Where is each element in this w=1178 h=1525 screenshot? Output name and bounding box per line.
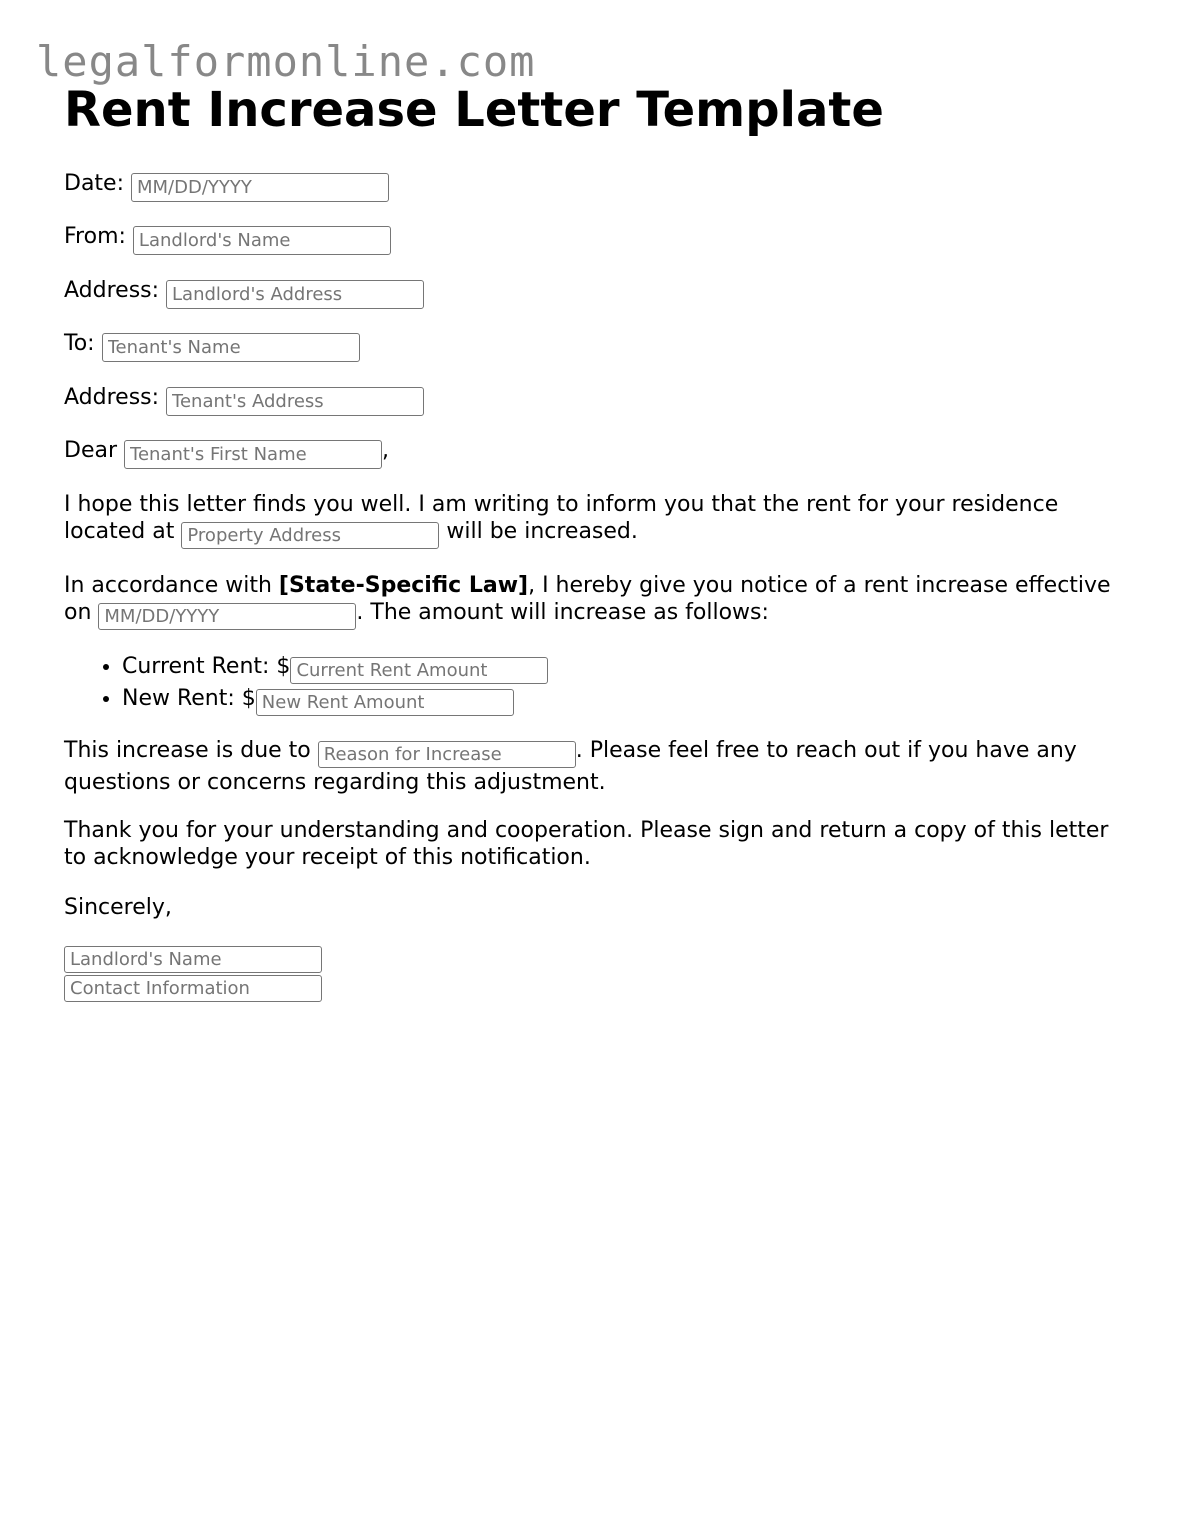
current-rent-label: Current Rent: $: [122, 654, 291, 679]
list-item: [122, 652, 548, 684]
intro-text-start: I hope this letter finds you well. I am writing to inform you that the rent for your residence located at: [64, 492, 1059, 544]
tenant-name-input[interactable]: [102, 333, 360, 362]
rent-list: [64, 652, 548, 716]
property-address-input[interactable]: [181, 522, 439, 549]
from-label: From:: [64, 224, 126, 249]
notice-text-middle: , I hereby give you notice of a rent increase effective on: [64, 573, 1111, 625]
reason-paragraph: [64, 736, 1124, 798]
to-label: To:: [64, 331, 95, 356]
from-row: [64, 223, 391, 255]
list-item: [122, 684, 548, 716]
page-title: Rent Increase Letter Template: [64, 82, 884, 138]
landlord-address-row: [64, 277, 424, 309]
new-rent-label: New Rent: $: [122, 686, 256, 711]
landlord-name-input[interactable]: [133, 226, 391, 255]
tenant-address-row: [64, 384, 424, 416]
salutation-comma: ,: [382, 438, 390, 463]
acknowledgement-paragraph: Thank you for your understanding and cooperation. Please sign and return a copy of this letter to acknowledge your receipt of this notification.: [64, 818, 1109, 870]
date-input[interactable]: [131, 173, 389, 202]
site-watermark: legalformonline.com: [36, 37, 536, 86]
new-rent-input[interactable]: [256, 689, 514, 716]
signature-block: [64, 946, 322, 1004]
salutation-row: [64, 437, 389, 469]
tenant-first-name-input[interactable]: [124, 440, 382, 469]
reason-text-end: . Please feel free to reach out if you have any questions or concerns regarding this adjustment.: [64, 738, 1077, 795]
tenant-address-label: Address:: [64, 385, 160, 410]
intro-paragraph: [64, 491, 1124, 549]
dear-label: Dear: [64, 438, 118, 463]
date-row: [64, 170, 389, 202]
to-row: [64, 330, 360, 362]
notice-text-end: . The amount will increase as follows:: [356, 600, 769, 625]
notice-paragraph: [64, 572, 1124, 630]
current-rent-input[interactable]: [290, 657, 548, 684]
contact-information-input[interactable]: [64, 975, 322, 1002]
date-label: Date:: [64, 171, 124, 196]
signature-name-input[interactable]: [64, 946, 322, 973]
intro-text-end: will be increased.: [446, 519, 638, 544]
reason-text-start: This increase is due to: [64, 738, 311, 763]
reason-input[interactable]: [318, 741, 576, 768]
closing: Sincerely,: [64, 895, 172, 920]
notice-text-start: In accordance with: [64, 573, 272, 598]
landlord-address-label: Address:: [64, 278, 160, 303]
state-law-reference: [State-Specific Law]: [278, 573, 529, 598]
landlord-address-input[interactable]: [166, 280, 424, 309]
tenant-address-input[interactable]: [166, 387, 424, 416]
effective-date-input[interactable]: [98, 603, 356, 630]
